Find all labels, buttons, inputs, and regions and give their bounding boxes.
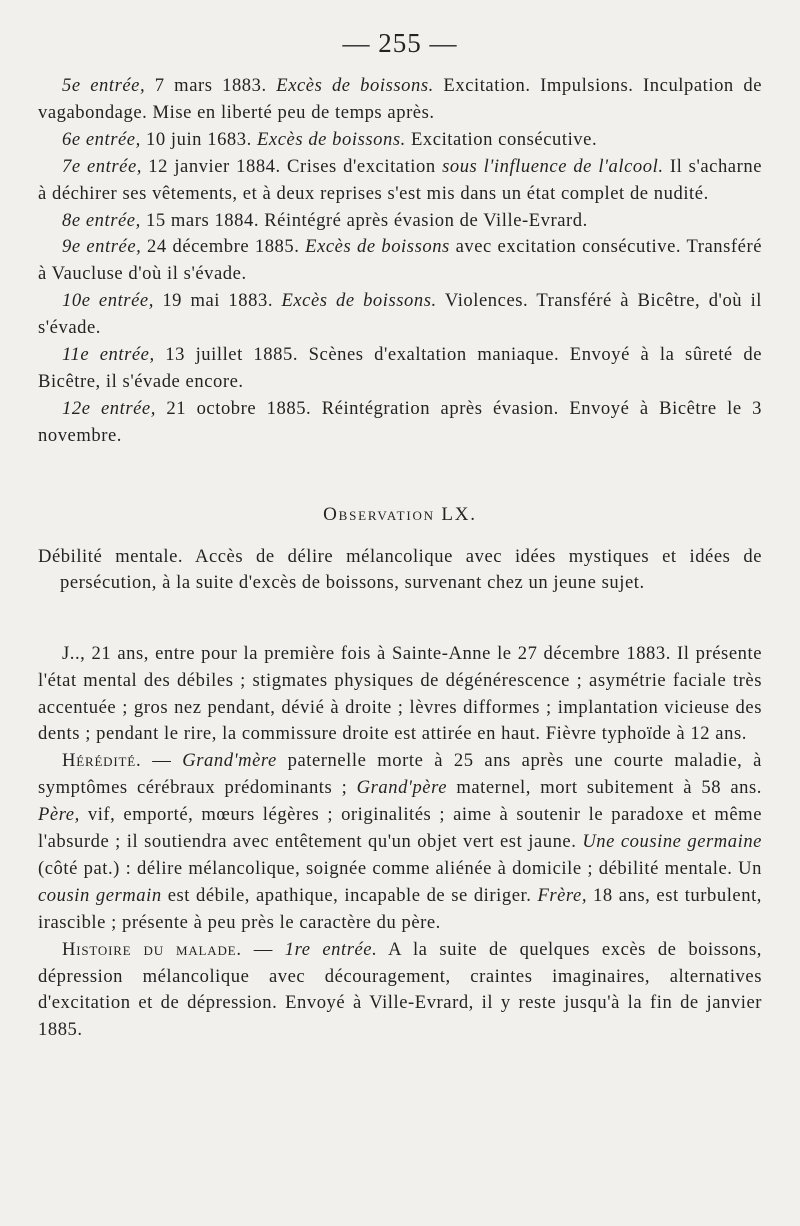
heredity-em: Frère, <box>537 884 588 906</box>
entry-text: 24 décembre 1885. <box>141 236 306 258</box>
entry-10 <box>38 288 762 342</box>
entry-label: 7e entrée, <box>62 155 142 177</box>
entry-text: 12 janvier 1884. Crises d'excitation <box>141 155 443 177</box>
entry-text: 15 mars 1884. Réintégré après évasion de Ville-Evrard. <box>140 209 588 231</box>
entry-emphasis: Excès de boissons <box>305 236 450 258</box>
heredity-text: vif, emporté, mœurs légères ; originalités ; aime à soutenir le paradoxe et même l'absurde ; il soutiendra avec entêtement qu'un objet vert est jaune. <box>38 804 762 853</box>
entry-8 <box>38 208 762 235</box>
entry-tail: Il s'acharne à déchirer ses vêtements, et à deux reprises s'est mis dans un état complet de nudité. <box>38 155 763 204</box>
entry-9 <box>38 234 762 288</box>
entry-text: 7 mars 1883. <box>145 75 277 96</box>
observation-summary: Débilité mentale. Accès de délire mélancolique avec idées mystiques et idées de persécution, à la suite d'excès de boissons, survenant chez un jeune sujet. <box>38 545 762 594</box>
heredity-section <box>38 748 762 936</box>
entry-tail: avec excitation consécutive. Transféré à Vaucluse d'où il s'évade. <box>38 236 763 285</box>
dash: — <box>241 938 285 960</box>
entry-11 <box>38 342 762 396</box>
observation-heading: Observation LX. <box>323 503 477 525</box>
entry-tail: Violences. Transféré à Bicêtre, d'où il s'évade. <box>38 290 763 339</box>
entry-label: 6e entrée, <box>62 128 141 150</box>
heredity-em: Une cousine germaine <box>582 831 762 853</box>
heredity-em: Grand'père <box>356 777 448 799</box>
entry-text: 19 mai 1883. <box>153 290 282 312</box>
heredity-text: paternelle morte à 25 ans après une courte maladie, à symptômes cérébraux prédominants ; <box>38 750 762 799</box>
dash: — <box>141 750 183 772</box>
case-intro: J.., 21 ans, entre pour la première fois à Sainte-Anne le 27 décembre 1883. Il présente l'état mental des débiles ; stigmates physiques de dégénérescence ; asymétrie faciale très accentuée ; gros nez pendant, dévié à droite ; lèvres difformes ; implantation vicieuse des dents ; pendant le rire, la commissure droite est attirée en haut. Fièvre typhoïde à 12 ans. <box>38 642 762 745</box>
heredity-text: (côté pat.) : délire mélancolique, soignée comme aliénée à domicile ; débilité mentale. Un <box>38 857 762 879</box>
entry-label: 5e entrée, <box>62 75 146 96</box>
entry-text: 21 octobre 1885. Réintégration après évasion. Envoyé à Bicêtre le 3 novembre. <box>38 397 763 446</box>
entry-label: 11e entrée, <box>62 344 155 366</box>
entry-emphasis: Excès de boissons. <box>257 128 406 150</box>
heredity-text: maternel, mort subitement à 58 ans. <box>447 777 762 799</box>
history-label: 1re entrée. <box>284 938 378 960</box>
entries-list <box>38 73 762 450</box>
entry-7 <box>38 154 762 208</box>
history-text: A la suite de quelques excès de boissons, dépression mélancolique avec découragement, craintes imaginaires, alternatives d'excitation et de dépression. Envoyé à Ville-Evrard, il y reste jusqu'à la fin de janvier 1885. <box>38 938 762 1041</box>
entry-12 <box>38 396 762 450</box>
heredity-text: 18 ans, est turbulent, irascible ; présente à peu près le caractère du père. <box>38 884 762 933</box>
entry-label: 12e entrée, <box>62 397 156 419</box>
heredity-text: est débile, apathique, incapable de se diriger. <box>161 884 538 906</box>
heredity-em: Père, <box>38 804 80 826</box>
history-heading: Histoire du malade. <box>62 938 242 960</box>
entry-tail: Excitation. Impulsions. Inculpation de vagabondage. Mise en liberté peu de temps après. <box>38 75 763 123</box>
history-section <box>38 937 762 1045</box>
heredity-em: Grand'mère <box>182 750 277 772</box>
entry-text: 13 juillet 1885. Scènes d'exaltation maniaque. Envoyé à la sûreté de Bicêtre, il s'évade encore. <box>38 344 762 392</box>
entry-label: 10e entrée, <box>62 290 154 312</box>
entry-tail: Excitation consécutive. <box>405 128 598 150</box>
entry-emphasis: Excès de boissons. <box>281 290 437 312</box>
entry-label: 9e entrée, <box>62 236 142 258</box>
heredity-em: cousin germain <box>38 884 162 906</box>
entry-text: 10 juin 1683. <box>140 128 258 150</box>
entry-6 <box>38 127 762 154</box>
entry-emphasis: Excès de boissons. <box>276 75 434 96</box>
entry-5 <box>38 73 762 127</box>
entry-emphasis: sous l'influence de l'alcool. <box>442 155 664 177</box>
page-number: — 255 — <box>342 28 458 58</box>
heredity-heading: Hérédité. <box>62 750 142 772</box>
entry-label: 8e entrée, <box>62 209 141 231</box>
